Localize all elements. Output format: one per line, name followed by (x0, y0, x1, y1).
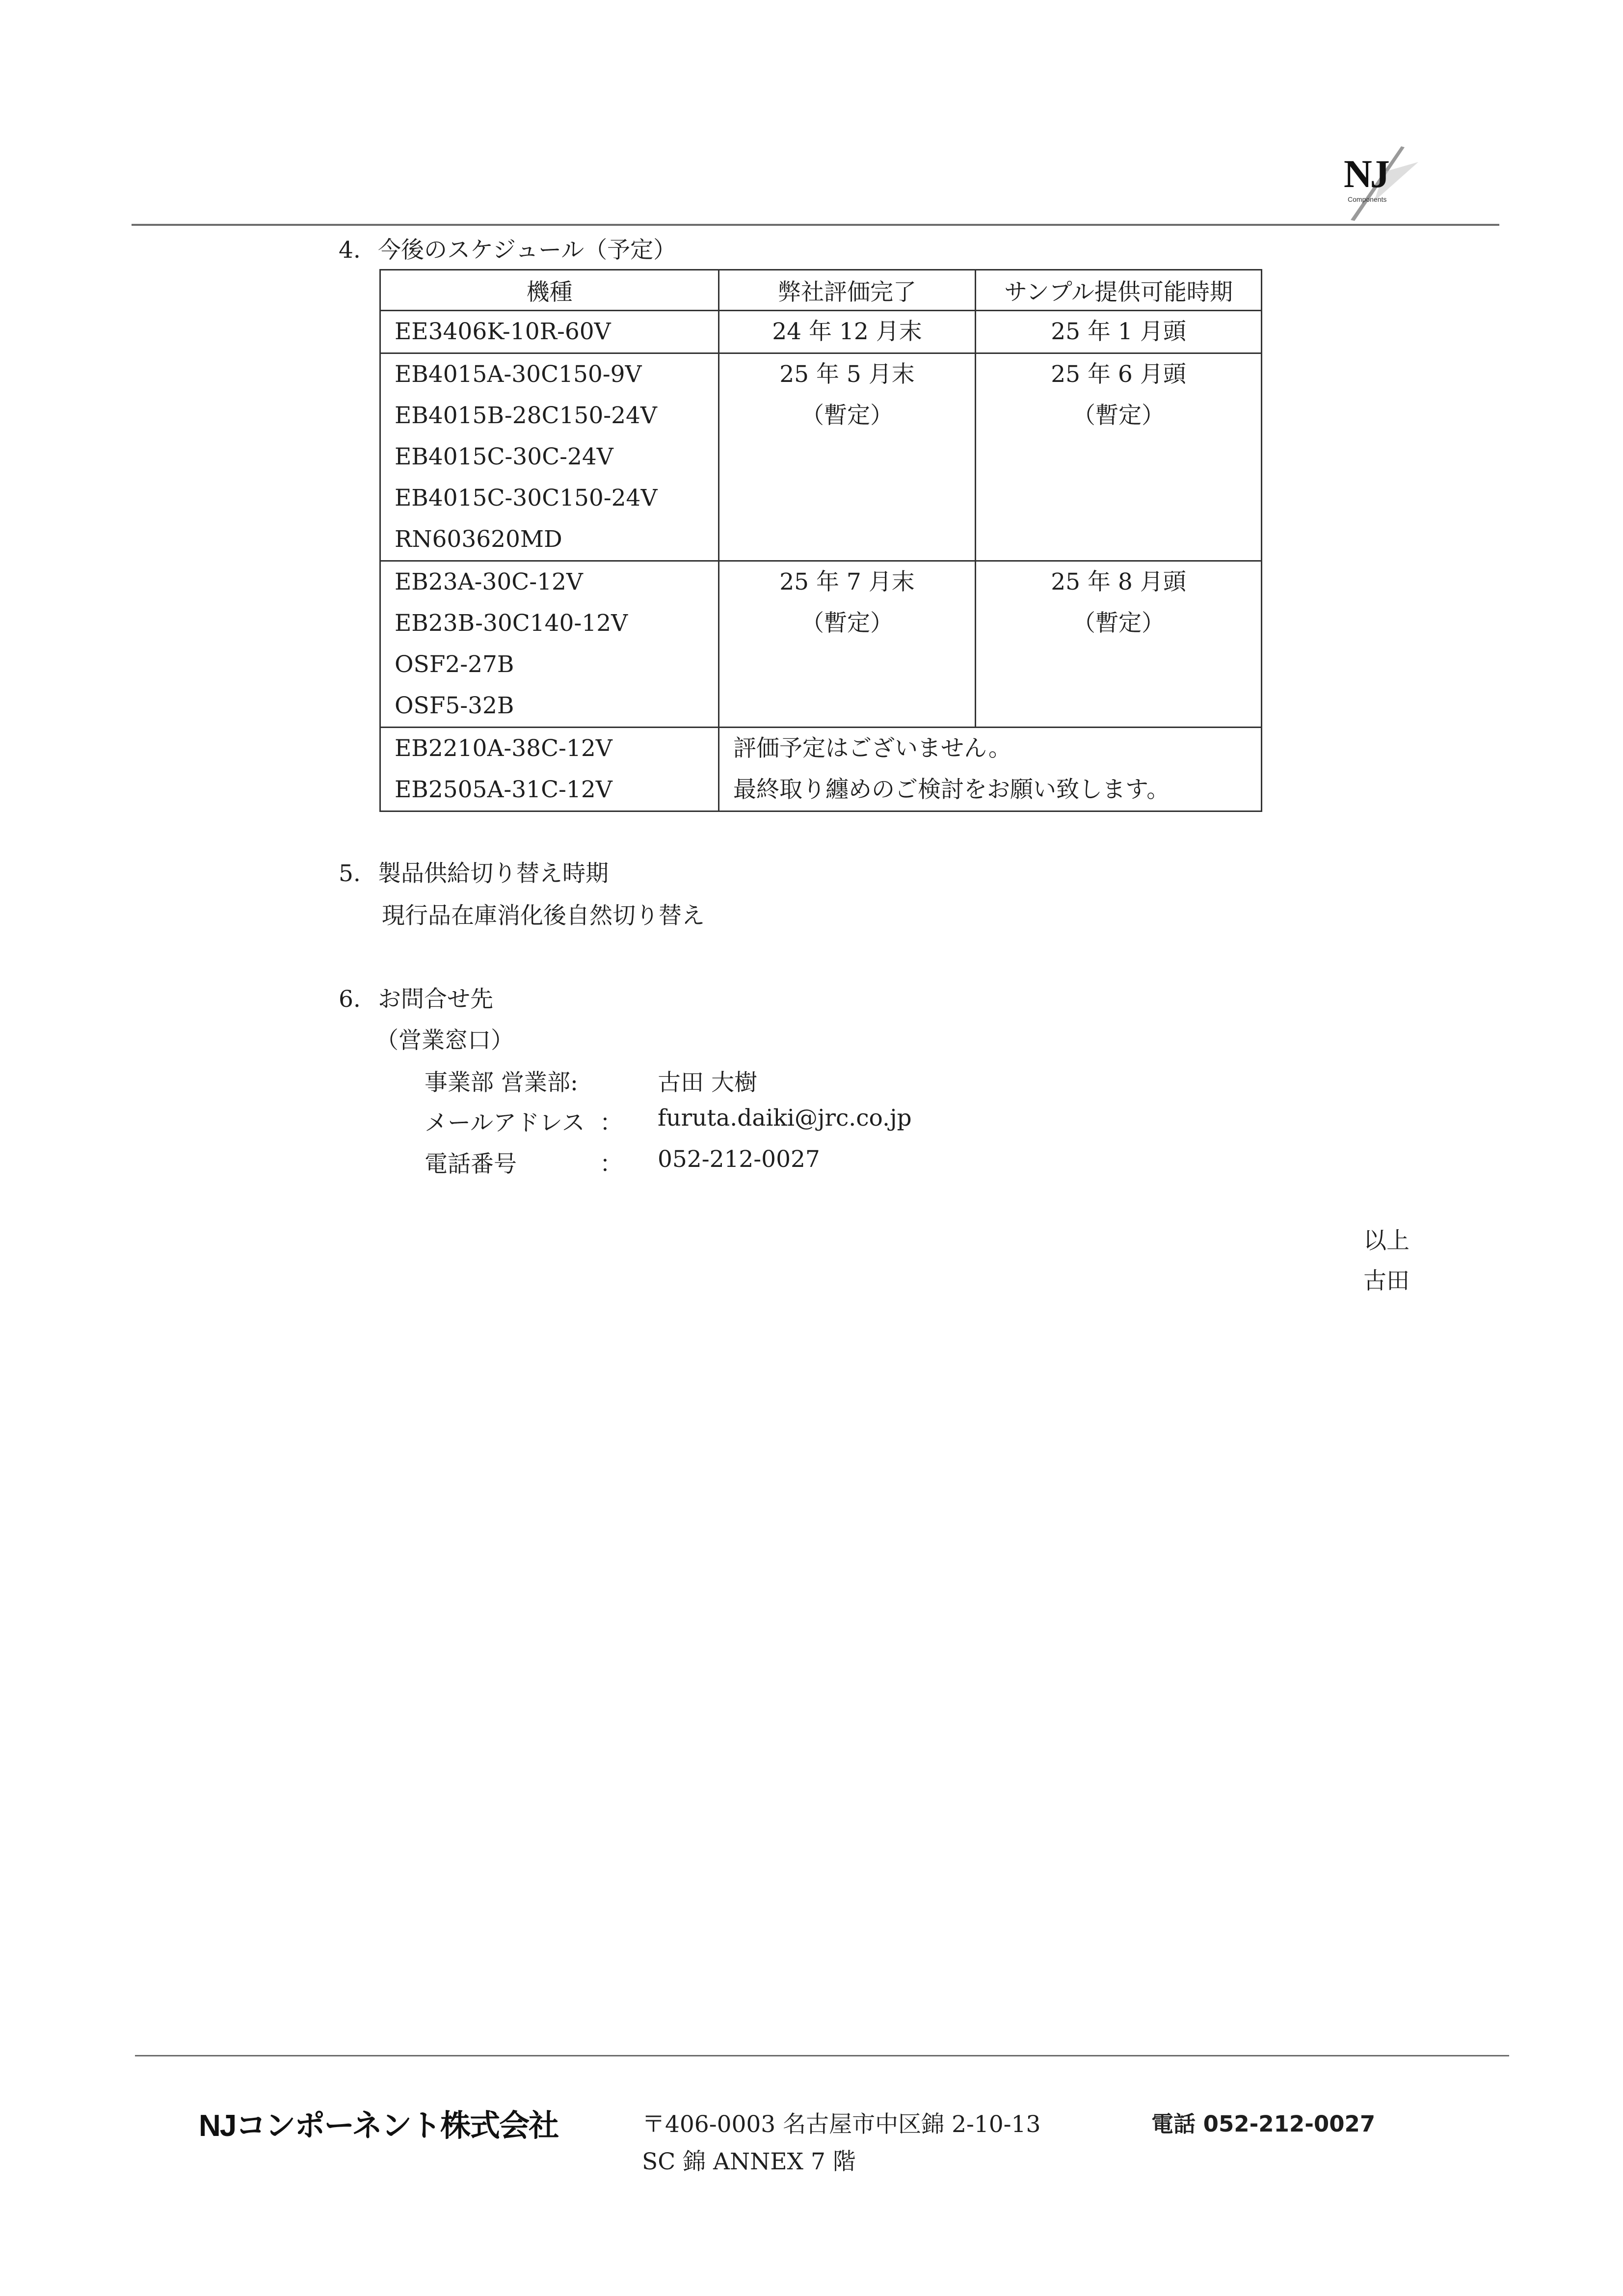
model-name: EB23B-30C140-12V (395, 610, 628, 637)
model-cell (380, 728, 719, 811)
model-name: EB4015C-30C150-24V (395, 485, 658, 512)
eval-cell (719, 353, 976, 561)
closing-end-mark: 以上 (1363, 1227, 1410, 1254)
logo-subtext: Components (1348, 195, 1387, 203)
model-name: EE3406K-10R-60V (395, 318, 611, 345)
model-name: EB4015B-28C150-24V (395, 402, 657, 429)
contact-department-label: 事業部 営業部: (425, 1069, 578, 1096)
model-name: OSF2-27B (395, 651, 514, 678)
closing-signature: 古田 (1363, 1268, 1410, 1295)
section-title: 製品供給切り替え時期 (378, 860, 609, 887)
model-name: EB23A-30C-12V (395, 568, 583, 595)
footer-phone: 電話 052-212-0027 (1151, 2111, 1376, 2137)
sample-note: （暫定） (1072, 610, 1165, 637)
contact-email-label: メールアドレス (425, 1109, 585, 1136)
model-cell (380, 353, 719, 561)
message-cell (719, 728, 1262, 811)
model-cell (380, 311, 719, 353)
eval-note: （暫定） (801, 610, 893, 637)
company-logo (1325, 142, 1423, 226)
footer-rule (135, 2055, 1509, 2056)
model-name: EB2505A-31C-12V (395, 776, 612, 803)
section-6-heading (339, 981, 493, 1014)
header-model: 機種 (380, 270, 719, 311)
section-5-heading (339, 855, 609, 888)
table-header-row (380, 270, 1262, 311)
sample-date: 25 年 1 月頭 (1051, 318, 1186, 345)
section-6-subtitle: （営業窓口） (375, 1027, 514, 1054)
sample-date: 25 年 8 月頭 (1051, 568, 1186, 595)
model-name: OSF5-32B (395, 692, 514, 719)
section-4-heading (339, 232, 676, 265)
table-row (380, 353, 1262, 561)
model-name: EB4015A-30C150-9V (395, 361, 642, 388)
schedule-table (379, 269, 1262, 812)
sample-cell (976, 561, 1262, 728)
colon: ： (600, 1109, 623, 1136)
section-title: 今後のスケジュール（予定） (378, 237, 677, 264)
table-row (380, 728, 1262, 811)
model-name: EB2210A-38C-12V (395, 735, 612, 762)
contact-email-value: furuta.daiki@jrc.co.jp (658, 1105, 912, 1132)
table-row (380, 311, 1262, 353)
section-5-body: 現行品在庫消化後自然切り替え (382, 902, 705, 929)
eval-cell (719, 311, 976, 353)
footer-address-line1: 〒406-0003 名古屋市中区錦 2-10-13 (642, 2111, 1041, 2138)
footer-company-name: NJコンポーネント株式会社 (199, 2109, 559, 2143)
eval-date: 25 年 5 月末 (779, 361, 915, 388)
contact-person: 古田 大樹 (658, 1069, 757, 1096)
eval-date: 25 年 7 月末 (779, 568, 915, 595)
contact-phone-label: 電話番号 (425, 1151, 517, 1178)
section-number: 6. (339, 986, 361, 1013)
header-sample: サンプル提供可能時期 (976, 270, 1262, 311)
model-name: EB4015C-30C-24V (395, 443, 613, 470)
section-title: お問合せ先 (378, 986, 493, 1013)
table-row (380, 561, 1262, 728)
sample-cell (976, 311, 1262, 353)
section-number: 5. (339, 860, 361, 887)
logo-text: NJ (1344, 153, 1388, 196)
contact-phone-value: 052-212-0027 (658, 1146, 820, 1173)
footer-address-line2: SC 錦 ANNEX 7 階 (642, 2148, 856, 2175)
eval-cell (719, 561, 976, 728)
colon: ： (600, 1151, 623, 1178)
message-line: 最終取り纏めのご検討をお願い致します。 (733, 776, 1170, 803)
model-cell (380, 561, 719, 728)
header-eval: 弊社評価完了 (719, 270, 976, 311)
model-name: RN603620MD (395, 526, 562, 553)
eval-date: 24 年 12 月末 (772, 318, 922, 345)
header-rule (132, 224, 1499, 226)
sample-cell (976, 353, 1262, 561)
sample-note: （暫定） (1072, 402, 1165, 429)
eval-note: （暫定） (801, 402, 893, 429)
message-line: 評価予定はございません。 (733, 735, 1011, 762)
sample-date: 25 年 6 月頭 (1051, 361, 1186, 388)
section-number: 4. (339, 237, 361, 264)
